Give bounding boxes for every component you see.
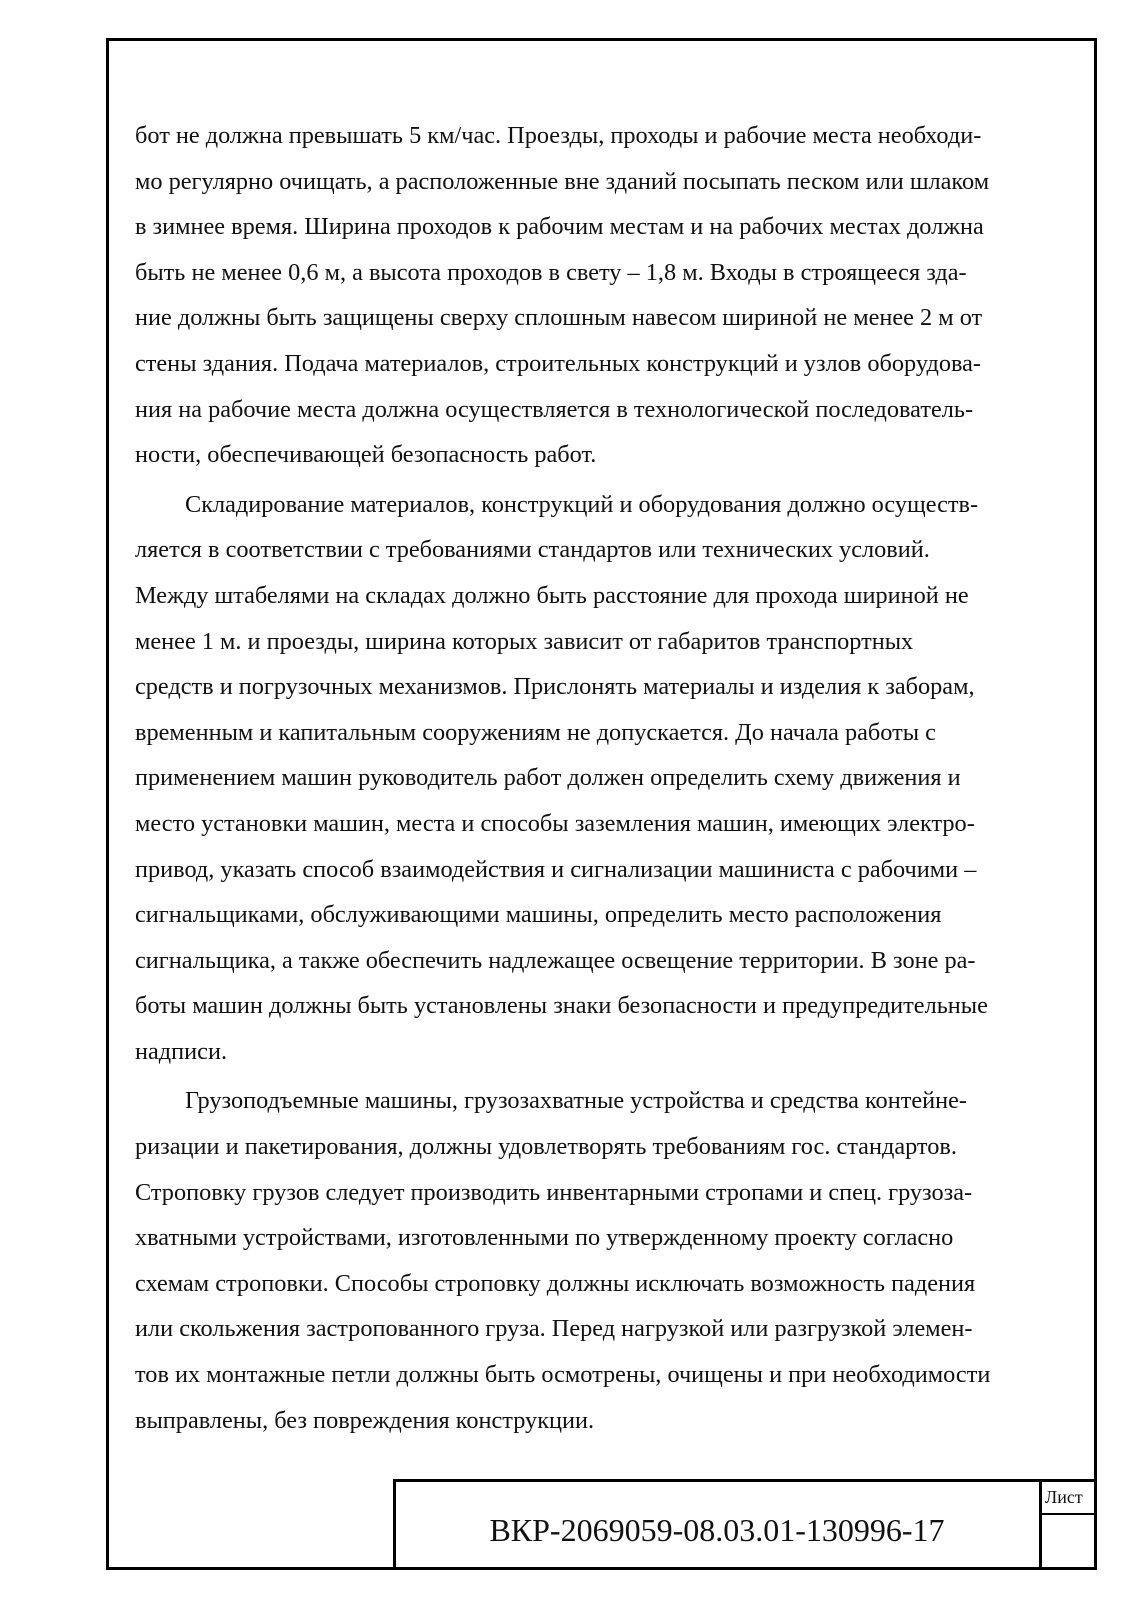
text-line: Грузоподъемные машины, грузозахватные устройства и средства контейне- [185, 1087, 967, 1115]
text-line: мо регулярно очищать, а расположенные вне зданий посыпать песком или шлаком [135, 167, 990, 195]
text-line: схемам строповки. Способы строповку должны исключать возможность падения [135, 1269, 976, 1297]
text-line: хватными устройствами, изготовленными по утвержденному проекту согласно [135, 1224, 954, 1252]
text-line: привод, указать способ взаимодействия и сигнализации машиниста с рабочими – [135, 855, 977, 883]
text-line: ние должны быть защищены сверху сплошным навесом шириной не менее 2 м от [135, 304, 983, 332]
text-line: Между штабелями на складах должно быть расстояние для прохода шириной не [135, 581, 969, 609]
text-line: бот не должна превышать 5 км/час. Проезды, проходы и рабочие места необходи- [135, 122, 982, 149]
text-line: сигнальщиками, обслуживающими машины, определить место расположения [135, 901, 942, 929]
text-line: Складирование материалов, конструкций и оборудования должно осуществ- [185, 490, 979, 518]
text-line: в зимнее время. Ширина проходов к рабочим местам и на рабочих местах должна [135, 213, 984, 241]
document-code: ВКР-2069059-08.03.01-130996-17 [489, 1512, 945, 1548]
text-line: менее 1 м. и проезды, ширина которых зависит от габаритов транспортных [135, 627, 914, 655]
sheet-label: Лист [1042, 1482, 1097, 1515]
text-line: Строповку грузов следует производить инвентарными стропами и спец. грузоза- [135, 1178, 973, 1206]
text-line: ния на рабочие места должна осуществляется в технологической последователь- [135, 395, 974, 423]
text-line: быть не менее 0,6 м, а высота проходов в свету – 1,8 м. Входы в строящееся зда- [135, 258, 967, 286]
sheet-cell [1039, 1482, 1097, 1570]
text-line: стены здания. Подача материалов, строительных конструкций и узлов оборудова- [135, 349, 982, 377]
paragraph-1 [135, 113, 1080, 478]
text-line: ризации и пакетирования, должны удовлетворять требованиям гос. стандартов. [135, 1133, 957, 1161]
document-body [135, 113, 1080, 1443]
text-line: сигнальщика, а также обеспечить надлежащее освещение территории. В зоне ра- [135, 946, 976, 974]
text-line: ности, обеспечивающей безопасность работ. [135, 441, 597, 469]
title-block-stamp [393, 1479, 1097, 1570]
text-line: ляется в соответствии с требованиями стандартов или технических условий. [135, 536, 930, 564]
text-line: место установки машин, места и способы заземления машин, имеющих электро- [135, 809, 975, 837]
text-line: средств и погрузочных механизмов. Прислонять материалы и изделия к заборам, [135, 673, 975, 701]
paragraph-3 [135, 1078, 1080, 1443]
text-line: боты машин должны быть установлены знаки безопасности и предупредительные [135, 992, 988, 1020]
text-line: применением машин руководитель работ должен определить схему движения и [135, 764, 961, 792]
text-line: тов их монтажные петли должны быть осмотрены, очищены и при необходимости [135, 1361, 991, 1389]
text-line: или скольжения застропованного груза. Перед нагрузкой или разгрузкой элемен- [135, 1315, 973, 1343]
text-line: временным и капитальным сооружениям не допускается. До начала работы с [135, 718, 936, 746]
paragraph-2 [135, 482, 1080, 1075]
text-line: выправлены, без повреждения конструкции. [135, 1406, 595, 1434]
text-line: надписи. [135, 1037, 228, 1065]
